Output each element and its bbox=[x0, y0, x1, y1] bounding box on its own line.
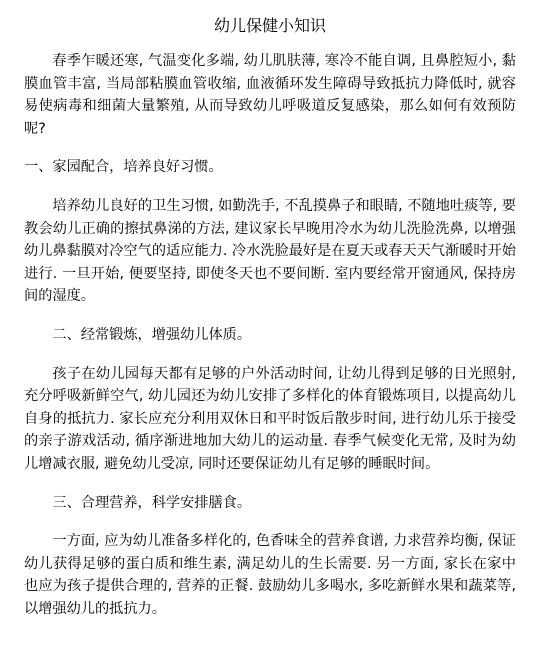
document-title: 幼儿保健小知识 bbox=[213, 16, 326, 35]
section-1-heading: 一、家园配合，培养良好习惯。 bbox=[24, 159, 223, 176]
section-3-body: 一方面, 应为幼儿准备多样化的, 色香味全的营养食谱, 力求营养均衡, 保证幼儿获得足够的蛋白质和维生素, 满足幼儿的生长需要. 另一方面, 家长在家中也应为孩子提供合理的, 营养的正餐. 鼓励幼儿多喝水, 多吃新鲜水果和蔬菜等, 以增强幼儿的抵抗力。 bbox=[24, 533, 516, 617]
section-2-heading: 二、经常锻炼，增强幼儿体质。 bbox=[52, 326, 252, 343]
section-3-heading: 三、合理营养，科学安排膳食。 bbox=[52, 494, 252, 511]
section-1-body: 培养幼儿良好的卫生习惯, 如勤洗手, 不乱摸鼻子和眼睛, 不随地吐痰等, 要教会幼儿正确的擦拭鼻涕的方法, 建议家长早晚用冷水为幼儿洗脸洗鼻, 以增强幼儿鼻黏膜对冷空气的适应能力. 冷水洗脸最好是在夏天或春天天气渐暖时开始进行. 一旦开始, 便要坚持, 即使冬天也不要间断. 室内要经常开窗通风, 保持房间的湿度。 bbox=[24, 197, 516, 305]
intro-paragraph: 春季乍暖还寒, 气温变化多端, 幼儿肌肤薄, 寒冷不能自调, 且鼻腔短小, 黏膜血管丰富, 当局部粘膜血管收缩, 血液循环发生障碍导致抵抗力降低时, 就容易使病毒和细菌大量繁殖, 从而导致幼儿呼吸道反复感染，那么如何有效预防呢? bbox=[24, 53, 516, 137]
section-2-body: 孩子在幼儿园每天都有足够的户外活动时间, 让幼儿得到足够的日光照射, 充分呼吸新鲜空气, 幼儿园还为幼儿安排了多样化的体育锻炼项目, 以提高幼儿自身的抵抗力. 家长应充分利用双休日和平时饭后散步时间, 进行幼儿乐于接受的亲子游戏活动, 循序渐进地加大幼儿的运动量. 春季气候变化无常, 及时为幼儿增减衣服, 避免幼儿受凉, 同时还要保证幼儿有足够的睡眠时间。 bbox=[24, 365, 516, 472]
